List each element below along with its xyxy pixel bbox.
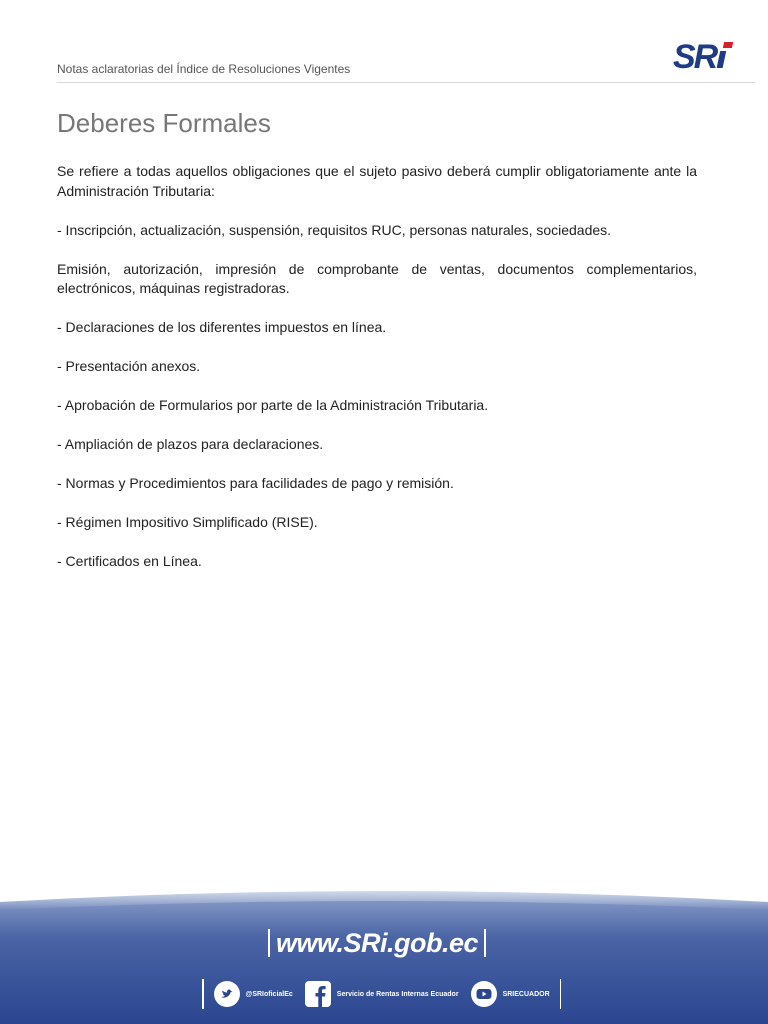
svg-text:SR: SR bbox=[673, 38, 717, 74]
website-link[interactable] bbox=[268, 926, 486, 960]
paragraph: - Declaraciones de los diferentes impuestos en línea. bbox=[57, 319, 387, 335]
facebook-name: Servicio de Rentas Internas Ecuador bbox=[336, 990, 459, 998]
youtube-link[interactable] bbox=[471, 981, 550, 1007]
youtube-channel: SRIECUADOR bbox=[502, 990, 550, 998]
section-title: Deberes Formales bbox=[57, 108, 271, 138]
social-links bbox=[198, 978, 565, 1010]
body-text bbox=[57, 162, 697, 591]
page-footer bbox=[0, 880, 768, 1024]
page-header bbox=[57, 36, 755, 84]
twitter-icon bbox=[214, 981, 240, 1007]
paragraph: - Normas y Procedimientos para facilidades de pago y remisión. bbox=[57, 475, 454, 491]
divider-bar bbox=[560, 979, 562, 1009]
paragraph: Se refiere a todas aquellos obligaciones que el sujeto pasivo deberá cumplir obligatoriamente ante la Administración Tributaria: bbox=[57, 163, 697, 199]
paragraph: - Inscripción, actualización, suspensión, requisitos RUC, personas naturales, sociedades. bbox=[57, 221, 612, 238]
paragraph: - Régimen Impositivo Simplificado (RISE). bbox=[57, 514, 318, 530]
header-divider bbox=[57, 82, 755, 83]
twitter-handle: @SRIoficialEc bbox=[245, 990, 293, 998]
facebook-link[interactable] bbox=[305, 981, 459, 1007]
facebook-icon bbox=[305, 981, 331, 1007]
divider-bar bbox=[484, 929, 486, 957]
divider-bar bbox=[202, 979, 204, 1009]
paragraph: - Aprobación de Formularios por parte de la Administración Tributaria. bbox=[57, 397, 489, 413]
paragraph: - Presentación anexos. bbox=[57, 358, 201, 374]
twitter-link[interactable] bbox=[214, 981, 293, 1007]
paragraph: Emisión, autorización, impresión de comprobante de ventas, documentos complementarios, electrónicos, máquinas registradoras. bbox=[57, 260, 697, 296]
paragraph: - Ampliación de plazos para declaraciones. bbox=[57, 436, 324, 452]
youtube-icon bbox=[471, 981, 497, 1007]
sri-logo bbox=[673, 38, 739, 74]
paragraph: - Certificados en Línea. bbox=[57, 553, 202, 569]
website-url: www.SRi.gob.ec bbox=[276, 927, 479, 958]
running-title: Notas aclaratorias del Índice de Resoluciones Vigentes bbox=[57, 62, 351, 76]
